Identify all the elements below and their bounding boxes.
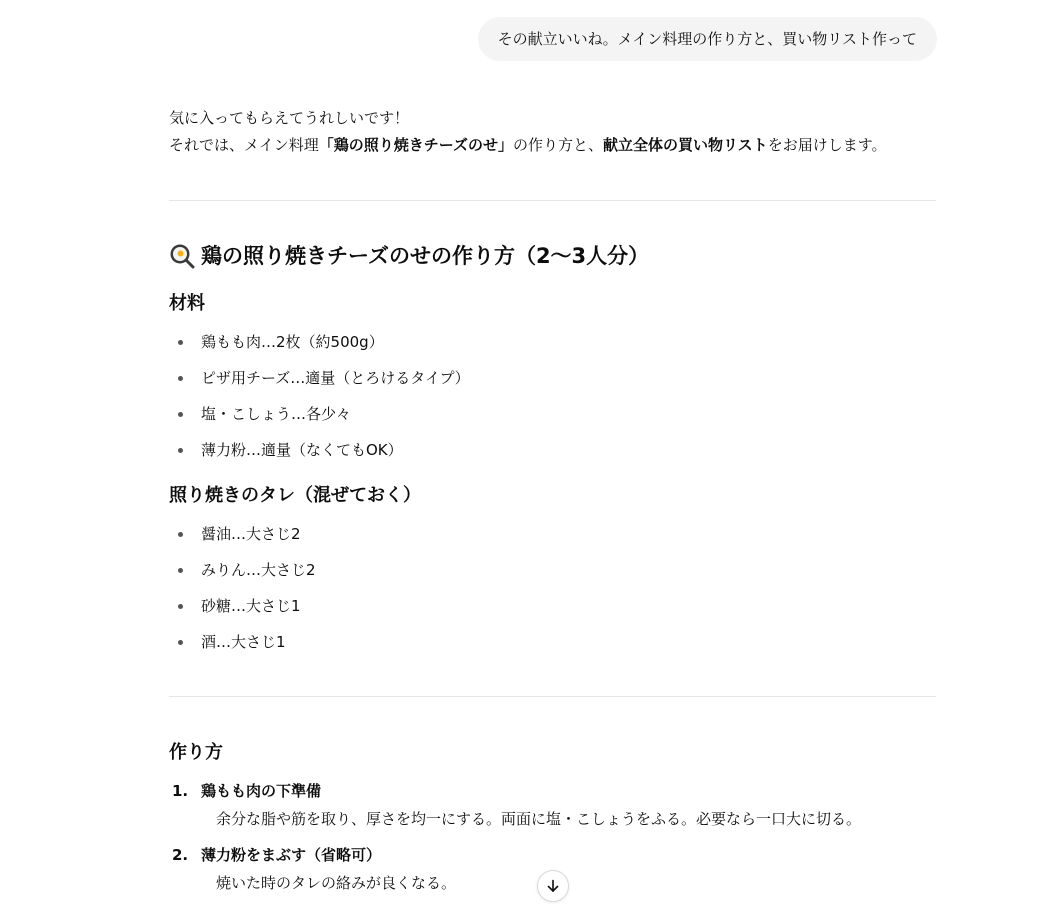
bullet-icon [178,568,183,573]
list-item-text: 酒…大さじ1 [201,633,286,651]
divider [169,696,936,697]
list-item-text: 薄力粉…適量（なくてもOK） [201,441,403,459]
bullet-icon [178,412,183,417]
bullet-icon [178,376,183,381]
divider [169,200,936,201]
intro-bold-dish: 「鶏の照り焼きチーズのせ」 [318,136,513,154]
step-title: 鶏もも肉の下準備 [201,782,322,800]
step-number: 1. [172,782,189,800]
ingredients-heading: 材料 [169,293,205,314]
list-item [169,330,936,366]
list-item-text: 鶏もも肉…2枚（約500g） [201,333,384,351]
sauce-heading: 照り焼きのタレ（混ぜておく） [169,485,421,506]
step-description: 焼いた時のタレの絡みが良くなる。 [216,874,457,892]
assistant-intro [169,105,887,159]
list-item-text: みりん…大さじ2 [201,561,316,579]
list-item-text: ピザ用チーズ…適量（とろけるタイプ） [201,369,470,387]
intro-text: をお届けします。 [767,136,887,154]
intro-line-1: 気に入ってもらえてうれしいです！ [169,109,410,127]
frying-pan-egg-icon [169,243,195,269]
arrow-down-icon [545,878,561,894]
user-message-row [478,17,937,61]
bullet-icon [178,532,183,537]
intro-text: の作り方と、 [512,136,603,154]
step-title: 薄力粉をまぶす（省略可） [201,846,382,864]
list-item-text: 塩・こしょう…各少々 [201,405,352,423]
list-item [169,594,936,630]
bullet-icon [178,448,183,453]
intro-bold-list: 献立全体の買い物リスト [602,136,768,154]
bullet-icon [178,340,183,345]
list-item [169,558,936,594]
steps-heading: 作り方 [169,742,223,763]
recipe-title [169,240,649,272]
list-item [169,630,936,666]
recipe-title-text: 鶏の照り焼きチーズのせの作り方（2〜3人分） [201,244,650,268]
bullet-icon [178,604,183,609]
sauce-list [169,522,936,666]
step-number: 2. [172,846,189,864]
intro-line-2 [169,132,887,159]
list-item-text: 醤油…大さじ2 [201,525,301,543]
list-item [169,438,936,474]
step-item [169,779,936,831]
scroll-to-bottom-button[interactable] [537,870,569,902]
list-item [169,402,936,438]
ingredients-list [169,330,936,474]
list-item [169,522,936,558]
user-message-bubble: その献立いいね。メイン料理の作り方と、買い物リスト作って [478,17,937,61]
intro-text: それでは、メイン料理 [169,136,319,154]
list-item [169,366,936,402]
bullet-icon [178,640,183,645]
step-description: 余分な脂や筋を取り、厚さを均一にする。両面に塩・こしょうをふる。必要なら一口大に切る。 [216,810,862,828]
list-item-text: 砂糖…大さじ1 [201,597,301,615]
